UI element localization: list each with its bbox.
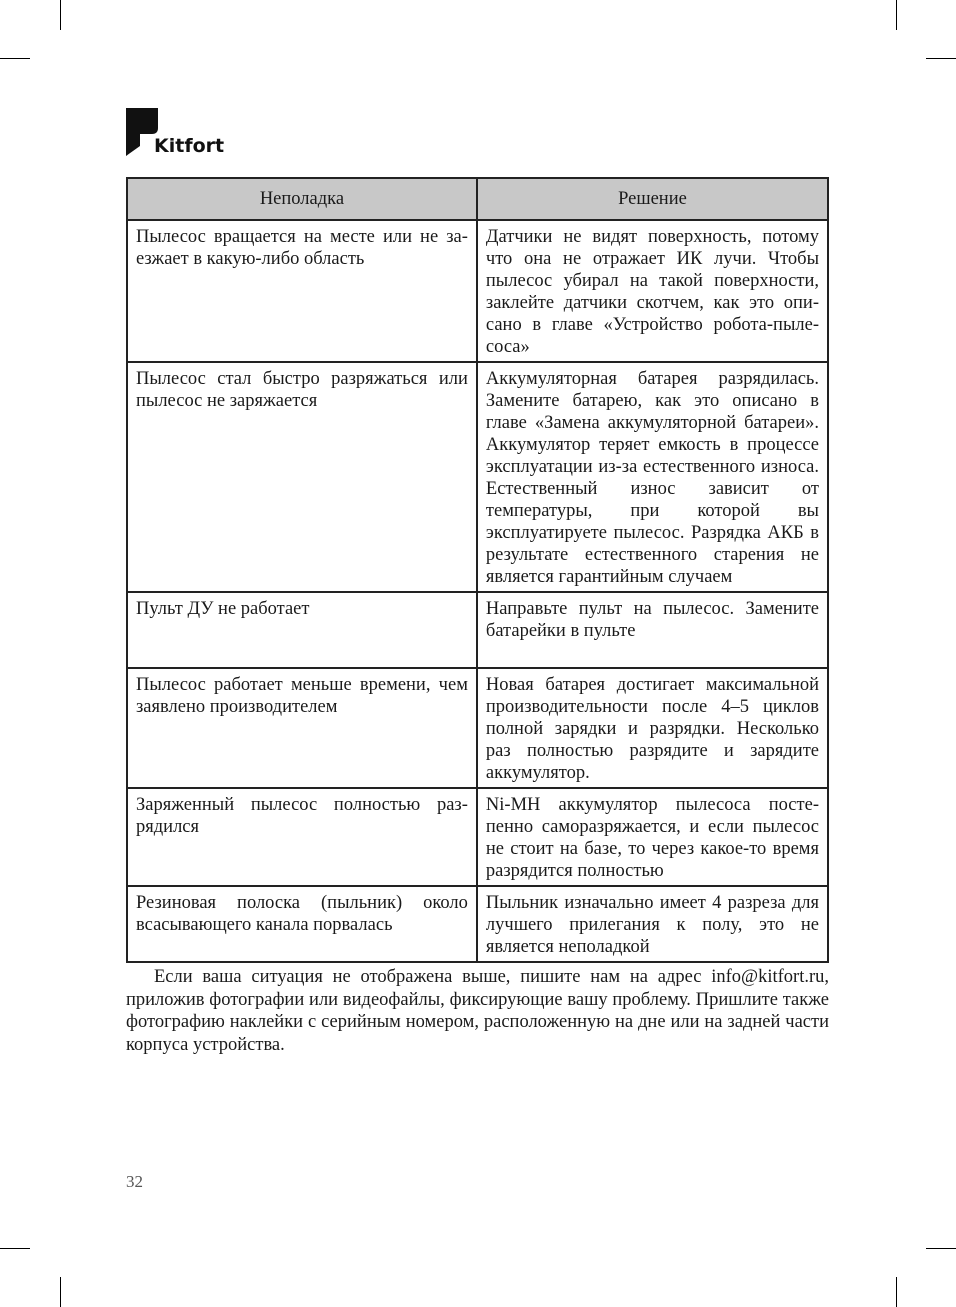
troubleshooting-table — [126, 177, 829, 963]
contact-note: Если ваша ситуация не отображена выше, пишите нам на адрес info@kitfort.ru, приложив фотографии или видеофайлы, фиксирующие вашу проблему. Пришлите также фотографию наклейки с серийным номером, расположенную на дне или на задней части корпуса устройства. — [126, 967, 829, 1055]
table-row — [127, 886, 828, 962]
crop-mark — [926, 58, 956, 59]
problem-cell: Пылесос вращается на месте или не заезжает в какую-либо область — [127, 220, 477, 362]
solution-cell: Новая батарея достигает максимальной производительности после 4–5 циклов полной зарядки и разрядки. Несколько раз полностью разрядите и зарядите аккумулятор. — [477, 668, 828, 788]
solution-cell: Ni-MH аккумулятор пылесоса постепенно саморазряжается, и если пылесос не стоит на базе, то через какое-то время разрядится полностью — [477, 788, 828, 886]
header-problem: Неполадка — [127, 178, 477, 220]
solution-cell: Аккумуляторная батарея разрядилась. Замените батарею, как это описано в главе «Замена аккумуляторной батареи». Аккумулятор теряет емкость в процессе эксплуатации из-за естественного износа. Естественный износ зависит от температуры, при которой вы эксплуатируете пылесос. Разрядка АКБ в результате естественного старения не является гарантийным случаем — [477, 362, 828, 592]
problem-cell: Заряженный пылесос полностью разрядился — [127, 788, 477, 886]
crop-mark — [926, 1248, 956, 1249]
problem-cell: Пылесос стал быстро разряжаться или пылесос не заряжается — [127, 362, 477, 592]
crop-mark — [896, 1277, 897, 1307]
table-row — [127, 592, 828, 668]
solution-cell: Пыльник изначально имеет 4 разреза для лучшего прилегания к полу, это не является неполадкой — [477, 886, 828, 962]
crop-mark — [60, 0, 61, 30]
table-row — [127, 788, 828, 886]
problem-cell: Пульт ДУ не работает — [127, 592, 477, 668]
table-row — [127, 362, 828, 592]
crop-mark — [0, 1248, 30, 1249]
crop-mark — [0, 58, 30, 59]
page-number: 32 — [126, 1172, 143, 1191]
crop-mark — [60, 1277, 61, 1307]
problem-cell: Резиновая полоска (пыльник) около всасывающего канала порвалась — [127, 886, 477, 962]
brand-name: Kitfort — [154, 135, 225, 157]
crop-mark — [896, 0, 897, 30]
solution-cell: Датчики не видят поверхность, потому что она не отражает ИК лучи. Чтобы пылесос убирал на такой поверхности, заклейте датчики скотчем, как это описано в главе «Устройство робота-пылесоса» — [477, 220, 828, 362]
table-row — [127, 668, 828, 788]
problem-cell: Пылесос работает меньше времени, чем заявлено производителем — [127, 668, 477, 788]
solution-cell: Направьте пульт на пылесос. Замените батарейки в пульте — [477, 592, 828, 668]
table-header-row — [127, 178, 828, 220]
header-solution: Решение — [477, 178, 828, 220]
table-row — [127, 220, 828, 362]
